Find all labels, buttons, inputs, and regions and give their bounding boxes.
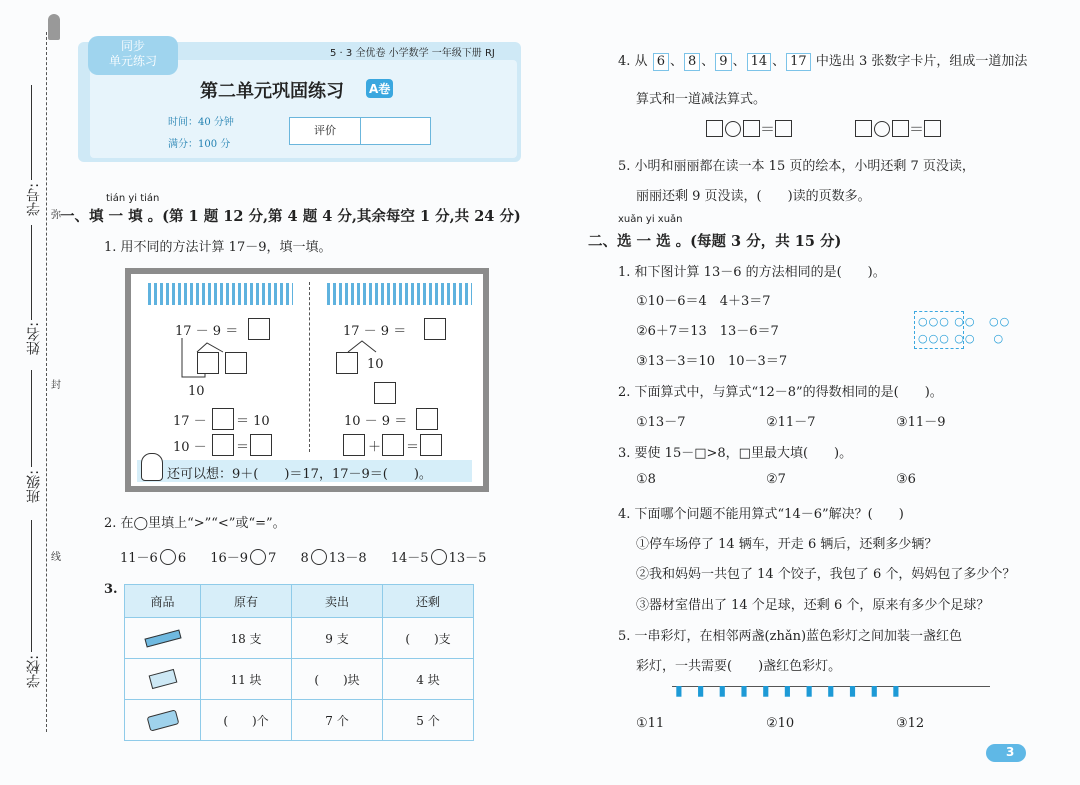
- board-eq: ＝: [236, 440, 250, 455]
- binding-line: [46, 32, 47, 732]
- seal-char: 封: [51, 380, 61, 391]
- q4-text: 中选出 3 张数字卡片，组成一道加法: [815, 54, 1028, 69]
- compare-item: 16－9 7: [210, 551, 277, 566]
- table-cell: 9 支: [292, 618, 383, 659]
- option[interactable]: ③11－9: [896, 415, 946, 430]
- option[interactable]: ①8: [636, 472, 656, 487]
- answer-box[interactable]: [212, 408, 234, 430]
- table-cell[interactable]: ( )支: [383, 618, 474, 659]
- eraser-icon: [125, 659, 201, 700]
- question-1: 1. 用不同的方法计算 17－9，填一填。: [104, 240, 332, 255]
- compare-item: 11－6 6: [120, 551, 187, 566]
- choice-question: 4. 下面哪个问题不能用算式“14－6”解决？( ): [618, 507, 904, 522]
- answer-box[interactable]: [248, 318, 270, 340]
- q4-text: 4. 从: [618, 54, 648, 69]
- question-4: 4. 从 6 、 8 、 9 、 14 、 17 中选出 3 张数字卡片，组成一道加法: [618, 54, 1028, 69]
- counters-icon: ○○○ ○○ ○○ ○○○ ○○ ○: [918, 315, 1011, 345]
- choice-question: 3. 要使 15－□>8，□里最大填( )。: [618, 446, 853, 461]
- goods-table: [124, 584, 474, 741]
- board-eq: ＋: [368, 440, 382, 455]
- badge-line: 同步: [120, 39, 145, 53]
- pinyin: tián yi tián: [106, 193, 160, 204]
- seal-char: 线: [51, 552, 61, 563]
- choice-question: 5. 一串彩灯，在相邻两盏(zhǎn)蓝色彩灯之间加装一盏红色: [618, 629, 963, 644]
- answer-box[interactable]: [250, 434, 272, 456]
- option[interactable]: ②7: [766, 472, 786, 487]
- number-card: 6: [653, 53, 669, 71]
- table-cell[interactable]: ( )块: [292, 659, 383, 700]
- answer-box[interactable]: [374, 382, 396, 404]
- section-heading: 一、填 一 填 。(第 1 题 12 分,第 4 题 4 分,其余每空 1 分,共 24 分): [60, 208, 521, 225]
- name-line[interactable]: [31, 225, 32, 320]
- table-cell[interactable]: ( )个: [201, 700, 292, 741]
- full-score: 满分：100 分: [168, 139, 231, 150]
- option[interactable]: ①11: [636, 716, 665, 731]
- table-cell: 18 支: [201, 618, 292, 659]
- compare-item: 8 13－8: [300, 551, 367, 566]
- table-header: 商品: [125, 585, 201, 618]
- table-row: [125, 618, 474, 659]
- answer-box[interactable]: [343, 434, 365, 456]
- table-cell: 7 个: [292, 700, 383, 741]
- split-lines: [340, 335, 400, 355]
- choice-question-line2: 彩灯，一共需要( )盏红色彩灯。: [636, 659, 842, 674]
- table-header: 还剩: [383, 585, 474, 618]
- question-5-line2: 丽丽还剩 9 页没读，( )读的页数多。: [636, 189, 871, 204]
- option[interactable]: ①10－6＝4 4＋3＝7: [636, 294, 771, 309]
- table-cell: 11 块: [201, 659, 292, 700]
- board-eq: 17 －: [173, 414, 207, 429]
- series-line: 5 · 3 全优卷 小学数学 一年级下册 RJ: [330, 48, 495, 59]
- option[interactable]: ②11－7: [766, 415, 816, 430]
- table-row: [125, 700, 474, 741]
- question-2: 2. 在◯里填上“>”“<”或“=”。: [104, 516, 286, 531]
- question-5: 5. 小明和丽丽都在读一本 15 页的绘本，小明还剩 7 页没读，: [618, 159, 975, 174]
- answer-box[interactable]: [336, 352, 358, 374]
- answer-box[interactable]: [420, 434, 442, 456]
- time-limit: 时间：40 分钟: [168, 117, 234, 128]
- question-3: 3.: [104, 582, 118, 597]
- pencil-icon: [125, 618, 201, 659]
- choice-question: 1. 和下图计算 13－6 的方法相同的是( )。: [618, 265, 886, 280]
- sync-badge: [88, 36, 178, 75]
- number-card: 9: [715, 53, 731, 71]
- option[interactable]: ②6＋7＝13 13－6＝7: [636, 324, 779, 339]
- board-eq: 17 － 9 ＝: [175, 324, 239, 339]
- choice-question: 2. 下面算式中，与算式“12－8”的得数相同的是( )。: [618, 385, 943, 400]
- option[interactable]: ③6: [896, 472, 916, 487]
- compare-circle[interactable]: [311, 549, 327, 565]
- table-header: 卖出: [292, 585, 383, 618]
- table-cell: 4 块: [383, 659, 474, 700]
- student-number-label: 学号:: [26, 183, 42, 216]
- table-cell: 5 个: [383, 700, 474, 741]
- class-label: 班级:: [26, 470, 42, 503]
- sticks-left-icon: [148, 283, 293, 305]
- eval-label: 评价: [290, 118, 361, 144]
- option[interactable]: ①13－7: [636, 415, 686, 430]
- board-eq: ＝ 10: [236, 414, 270, 429]
- compare-row: [120, 547, 486, 566]
- q4-line2: 算式和一道减法算式。: [636, 92, 767, 107]
- answer-box[interactable]: [424, 318, 446, 340]
- option[interactable]: ③12: [896, 716, 925, 731]
- seal-char: 弥: [51, 210, 61, 221]
- number-card: 17: [786, 53, 811, 71]
- page-title: 第二单元巩固练习: [200, 81, 344, 102]
- school-line[interactable]: [31, 520, 32, 652]
- board-eq: 10 － 9 ＝: [344, 414, 408, 429]
- bulbs-icon: ▮▮▮▮▮▮▮▮▮▮▮: [675, 683, 914, 699]
- school-label: 学校:: [26, 655, 42, 688]
- board-divider: [309, 282, 310, 452]
- evaluation-box[interactable]: [289, 117, 431, 145]
- title-tag: A卷: [366, 79, 393, 98]
- option[interactable]: ③器材室借出了 14 个足球，还剩 6 个，原来有多少个足球？: [636, 598, 990, 613]
- number-card: 8: [684, 53, 700, 71]
- compare-circle[interactable]: [431, 549, 447, 565]
- subtraction-template[interactable]: ＝: [855, 118, 941, 139]
- section-heading: 二、选 一 选 。(每题 3 分，共 15 分): [588, 233, 842, 250]
- student-avatar-icon: [141, 453, 163, 481]
- board-eq: ＝: [406, 440, 420, 455]
- option[interactable]: ①停车场停了 14 辆车，开走 6 辆后，还剩多少辆？: [636, 537, 938, 552]
- option[interactable]: ③13－3＝10 10－3＝7: [636, 354, 788, 369]
- pencil-case-icon: [125, 700, 201, 741]
- answer-box[interactable]: [382, 434, 404, 456]
- addition-template[interactable]: ＝: [706, 118, 792, 139]
- student-number-line[interactable]: [31, 85, 32, 180]
- answer-box[interactable]: [212, 434, 234, 456]
- compare-item: 14－5 13－5: [390, 551, 487, 566]
- rocket-icon: [48, 14, 60, 40]
- table-row: [125, 659, 474, 700]
- ten-label: 10: [367, 357, 384, 372]
- option[interactable]: ②10: [766, 716, 795, 731]
- split-lines: [175, 335, 245, 385]
- board-eq: 17 － 9 ＝: [343, 324, 407, 339]
- number-card: 14: [747, 53, 772, 71]
- page-number: 3: [1006, 745, 1015, 759]
- compare-circle[interactable]: [160, 549, 176, 565]
- name-label: 姓名:: [26, 322, 42, 355]
- ten-label: 10: [188, 384, 205, 399]
- pinyin: xuǎn yi xuǎn: [618, 214, 683, 225]
- class-line[interactable]: [31, 370, 32, 467]
- badge-line: 单元练习: [108, 54, 157, 68]
- answer-box[interactable]: [416, 408, 438, 430]
- sticks-right-icon: [327, 283, 472, 305]
- compare-circle[interactable]: [250, 549, 266, 565]
- option[interactable]: ②我和妈妈一共包了 14 个饺子，我包了 6 个，妈妈包了多少个？: [636, 567, 1016, 582]
- board-eq: 10 －: [173, 440, 207, 455]
- tip-text: 还可以想：9＋( )＝17，17－9＝( )。: [167, 467, 432, 482]
- table-header: 原有: [201, 585, 292, 618]
